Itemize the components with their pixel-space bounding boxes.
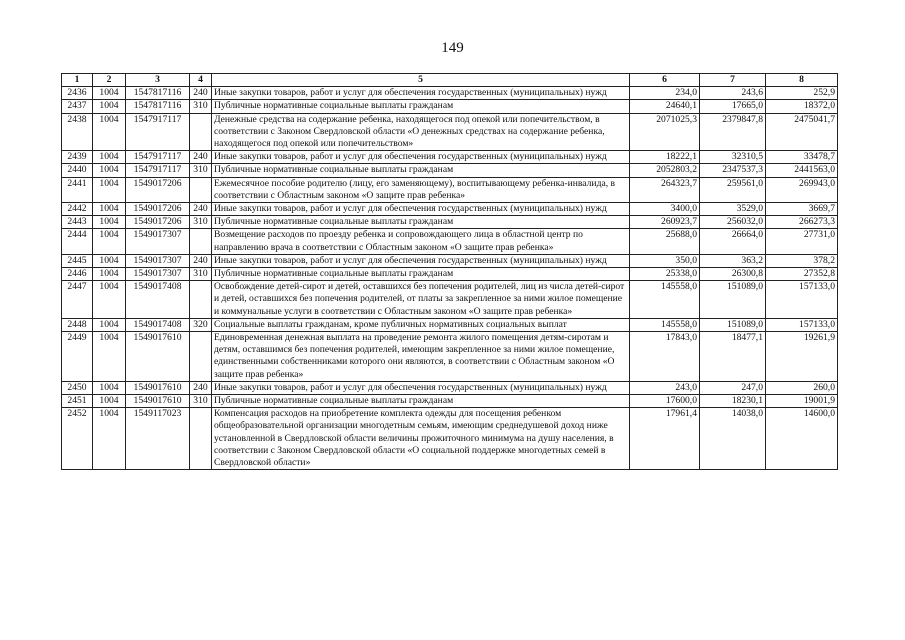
amount-year3-cell: 2475041,7 [766, 113, 838, 151]
amount-year2-cell: 2379847,8 [700, 113, 766, 151]
amount-year1-cell: 17843,0 [630, 332, 700, 382]
target-code-cell: 1547917117 [126, 164, 190, 177]
section-code-cell: 1004 [93, 381, 126, 394]
section-code-cell: 1004 [93, 332, 126, 382]
amount-year3-cell: 33478,7 [766, 151, 838, 164]
amount-year3-cell: 260,0 [766, 381, 838, 394]
header-cell: 1 [62, 74, 93, 87]
amount-year2-cell: 2347537,3 [700, 164, 766, 177]
amount-year3-cell: 157133,0 [766, 281, 838, 319]
amount-year1-cell: 17600,0 [630, 395, 700, 408]
row-number-cell: 2444 [62, 229, 93, 254]
amount-year1-cell: 145558,0 [630, 318, 700, 331]
header-cell: 5 [212, 74, 630, 87]
row-number-cell: 2446 [62, 268, 93, 281]
header-cell: 7 [700, 74, 766, 87]
amount-year3-cell: 252,9 [766, 87, 838, 100]
target-code-cell: 1549017206 [126, 203, 190, 216]
row-number-cell: 2448 [62, 318, 93, 331]
row-number-cell: 2451 [62, 395, 93, 408]
expense-type-cell: 310 [190, 100, 212, 113]
description-cell: Компенсация расходов на приобретение комплекта одежды для посещения ребенком общеобразовательной организации многодетным семьям, имеющим среднедушевой доход ниже установленной в Свердловской области величины прожиточного минимума на душу населения, в соответствии с Законом Свердловской области «О социальной поддержке многодетных семей в Свердловской области» [212, 408, 630, 470]
table-body [62, 87, 838, 470]
amount-year2-cell: 259561,0 [700, 177, 766, 202]
table-row [62, 408, 838, 470]
table-row [62, 268, 838, 281]
expense-type-cell: 240 [190, 203, 212, 216]
amount-year1-cell: 3400,0 [630, 203, 700, 216]
table-header [62, 74, 838, 87]
description-cell: Денежные средства на содержание ребенка, находящегося под опекой или попечительством, в соответствии с Законом Свердловской области «О денежных средствах на содержание ребенка, находящегося под опекой или попечительством» [212, 113, 630, 151]
expense-type-cell: 240 [190, 381, 212, 394]
target-code-cell: 1549017307 [126, 229, 190, 254]
target-code-cell: 1547917117 [126, 113, 190, 151]
description-cell: Иные закупки товаров, работ и услуг для обеспечения государственных (муниципальных) нужд [212, 254, 630, 267]
table-row [62, 100, 838, 113]
amount-year1-cell: 234,0 [630, 87, 700, 100]
section-code-cell: 1004 [93, 408, 126, 470]
target-code-cell: 1549017307 [126, 268, 190, 281]
target-code-cell: 1549017610 [126, 381, 190, 394]
table-row [62, 216, 838, 229]
row-number-cell: 2437 [62, 100, 93, 113]
description-cell: Публичные нормативные социальные выплаты гражданам [212, 268, 630, 281]
amount-year1-cell: 350,0 [630, 254, 700, 267]
header-cell: 8 [766, 74, 838, 87]
header-cell: 3 [126, 74, 190, 87]
expense-type-cell: 310 [190, 164, 212, 177]
amount-year1-cell: 2052803,2 [630, 164, 700, 177]
amount-year1-cell: 260923,7 [630, 216, 700, 229]
amount-year2-cell: 32310,5 [700, 151, 766, 164]
expense-type-cell [190, 113, 212, 151]
table-row [62, 203, 838, 216]
section-code-cell: 1004 [93, 87, 126, 100]
amount-year2-cell: 363,2 [700, 254, 766, 267]
amount-year1-cell: 2071025,3 [630, 113, 700, 151]
row-number-cell: 2442 [62, 203, 93, 216]
target-code-cell: 1549017206 [126, 177, 190, 202]
table-row [62, 87, 838, 100]
expense-type-cell: 320 [190, 318, 212, 331]
amount-year2-cell: 151089,0 [700, 318, 766, 331]
amount-year2-cell: 151089,0 [700, 281, 766, 319]
expense-type-cell [190, 408, 212, 470]
description-cell: Публичные нормативные социальные выплаты гражданам [212, 395, 630, 408]
table-row [62, 177, 838, 202]
amount-year3-cell: 378,2 [766, 254, 838, 267]
row-number-cell: 2443 [62, 216, 93, 229]
section-code-cell: 1004 [93, 268, 126, 281]
section-code-cell: 1004 [93, 254, 126, 267]
expense-type-cell [190, 177, 212, 202]
row-number-cell: 2441 [62, 177, 93, 202]
header-cell: 6 [630, 74, 700, 87]
table-row [62, 164, 838, 177]
section-code-cell: 1004 [93, 229, 126, 254]
row-number-cell: 2449 [62, 332, 93, 382]
description-cell: Освобождение детей-сирот и детей, оставшихся без попечения родителей, лиц из числа детей-сирот и детей, оставшихся без попечения родителей, от платы за закрепленное за ними жилое помещение и коммунальные услуги в соответствии с Областным законом «О защите прав ребенка» [212, 281, 630, 319]
amount-year3-cell: 157133,0 [766, 318, 838, 331]
section-code-cell: 1004 [93, 203, 126, 216]
table-row [62, 381, 838, 394]
section-code-cell: 1004 [93, 151, 126, 164]
target-code-cell: 1549117023 [126, 408, 190, 470]
section-code-cell: 1004 [93, 113, 126, 151]
amount-year2-cell: 3529,0 [700, 203, 766, 216]
amount-year1-cell: 145558,0 [630, 281, 700, 319]
description-cell: Иные закупки товаров, работ и услуг для обеспечения государственных (муниципальных) нужд [212, 87, 630, 100]
amount-year1-cell: 264323,7 [630, 177, 700, 202]
amount-year1-cell: 25338,0 [630, 268, 700, 281]
target-code-cell: 1549017408 [126, 318, 190, 331]
section-code-cell: 1004 [93, 100, 126, 113]
description-cell: Иные закупки товаров, работ и услуг для обеспечения государственных (муниципальных) нужд [212, 151, 630, 164]
amount-year2-cell: 18230,1 [700, 395, 766, 408]
table-row [62, 318, 838, 331]
amount-year3-cell: 269943,0 [766, 177, 838, 202]
expense-type-cell: 310 [190, 395, 212, 408]
target-code-cell: 1549017408 [126, 281, 190, 319]
amount-year3-cell: 2441563,0 [766, 164, 838, 177]
expense-type-cell [190, 332, 212, 382]
target-code-cell: 1549017307 [126, 254, 190, 267]
description-cell: Социальные выплаты гражданам, кроме публичных нормативных социальных выплат [212, 318, 630, 331]
description-cell: Иные закупки товаров, работ и услуг для обеспечения государственных (муниципальных) нужд [212, 203, 630, 216]
amount-year1-cell: 243,0 [630, 381, 700, 394]
header-cell: 2 [93, 74, 126, 87]
section-code-cell: 1004 [93, 164, 126, 177]
amount-year2-cell: 14038,0 [700, 408, 766, 470]
table-row [62, 151, 838, 164]
amount-year2-cell: 26300,8 [700, 268, 766, 281]
row-number-cell: 2436 [62, 87, 93, 100]
row-number-cell: 2439 [62, 151, 93, 164]
description-cell: Публичные нормативные социальные выплаты гражданам [212, 216, 630, 229]
row-number-cell: 2445 [62, 254, 93, 267]
section-code-cell: 1004 [93, 281, 126, 319]
amount-year3-cell: 14600,0 [766, 408, 838, 470]
amount-year3-cell: 19001,9 [766, 395, 838, 408]
expense-type-cell: 240 [190, 254, 212, 267]
table-row [62, 254, 838, 267]
amount-year3-cell: 27731,0 [766, 229, 838, 254]
row-number-cell: 2452 [62, 408, 93, 470]
header-cell: 4 [190, 74, 212, 87]
description-cell: Публичные нормативные социальные выплаты гражданам [212, 164, 630, 177]
description-cell: Возмещение расходов по проезду ребенка и сопровождающего лица в областной центр по направлению врача в соответствии с Областным законом «О защите прав ребенка» [212, 229, 630, 254]
amount-year3-cell: 27352,8 [766, 268, 838, 281]
expense-type-cell [190, 281, 212, 319]
expense-type-cell: 310 [190, 216, 212, 229]
amount-year1-cell: 17961,4 [630, 408, 700, 470]
amount-year1-cell: 18222,1 [630, 151, 700, 164]
expense-type-cell [190, 229, 212, 254]
table-row [62, 332, 838, 382]
amount-year3-cell: 19261,9 [766, 332, 838, 382]
target-code-cell: 1549017610 [126, 332, 190, 382]
budget-table [61, 73, 838, 470]
table-row [62, 281, 838, 319]
table-row [62, 113, 838, 151]
table-row [62, 229, 838, 254]
target-code-cell: 1549017206 [126, 216, 190, 229]
amount-year2-cell: 18477,1 [700, 332, 766, 382]
section-code-cell: 1004 [93, 395, 126, 408]
amount-year1-cell: 24640,1 [630, 100, 700, 113]
amount-year2-cell: 243,6 [700, 87, 766, 100]
amount-year1-cell: 25688,0 [630, 229, 700, 254]
amount-year2-cell: 26664,0 [700, 229, 766, 254]
section-code-cell: 1004 [93, 318, 126, 331]
amount-year2-cell: 256032,0 [700, 216, 766, 229]
row-number-cell: 2450 [62, 381, 93, 394]
description-cell: Иные закупки товаров, работ и услуг для обеспечения государственных (муниципальных) нужд [212, 381, 630, 394]
amount-year2-cell: 17665,0 [700, 100, 766, 113]
page-number: 149 [441, 40, 464, 56]
amount-year3-cell: 3669,7 [766, 203, 838, 216]
amount-year3-cell: 266273,3 [766, 216, 838, 229]
expense-type-cell: 240 [190, 151, 212, 164]
description-cell: Публичные нормативные социальные выплаты гражданам [212, 100, 630, 113]
amount-year3-cell: 18372,0 [766, 100, 838, 113]
expense-type-cell: 310 [190, 268, 212, 281]
target-code-cell: 1547817116 [126, 100, 190, 113]
target-code-cell: 1547917117 [126, 151, 190, 164]
row-number-cell: 2438 [62, 113, 93, 151]
target-code-cell: 1547817116 [126, 87, 190, 100]
row-number-cell: 2440 [62, 164, 93, 177]
expense-type-cell: 240 [190, 87, 212, 100]
section-code-cell: 1004 [93, 177, 126, 202]
target-code-cell: 1549017610 [126, 395, 190, 408]
section-code-cell: 1004 [93, 216, 126, 229]
description-cell: Единовременная денежная выплата на проведение ремонта жилого помещения детям-сиротам и детям, оставшимся без попечения родителей, имеющим закрепленное за ними жилое помещение, единственными собственниками которого они являются, в соответствии с Областным законом «О защите прав ребенка» [212, 332, 630, 382]
table-row [62, 395, 838, 408]
row-number-cell: 2447 [62, 281, 93, 319]
description-cell: Ежемесячное пособие родителю (лицу, его заменяющему), воспитывающему ребенка-инвалида, в соответствии с Областным законом «О защите прав ребенка» [212, 177, 630, 202]
amount-year2-cell: 247,0 [700, 381, 766, 394]
